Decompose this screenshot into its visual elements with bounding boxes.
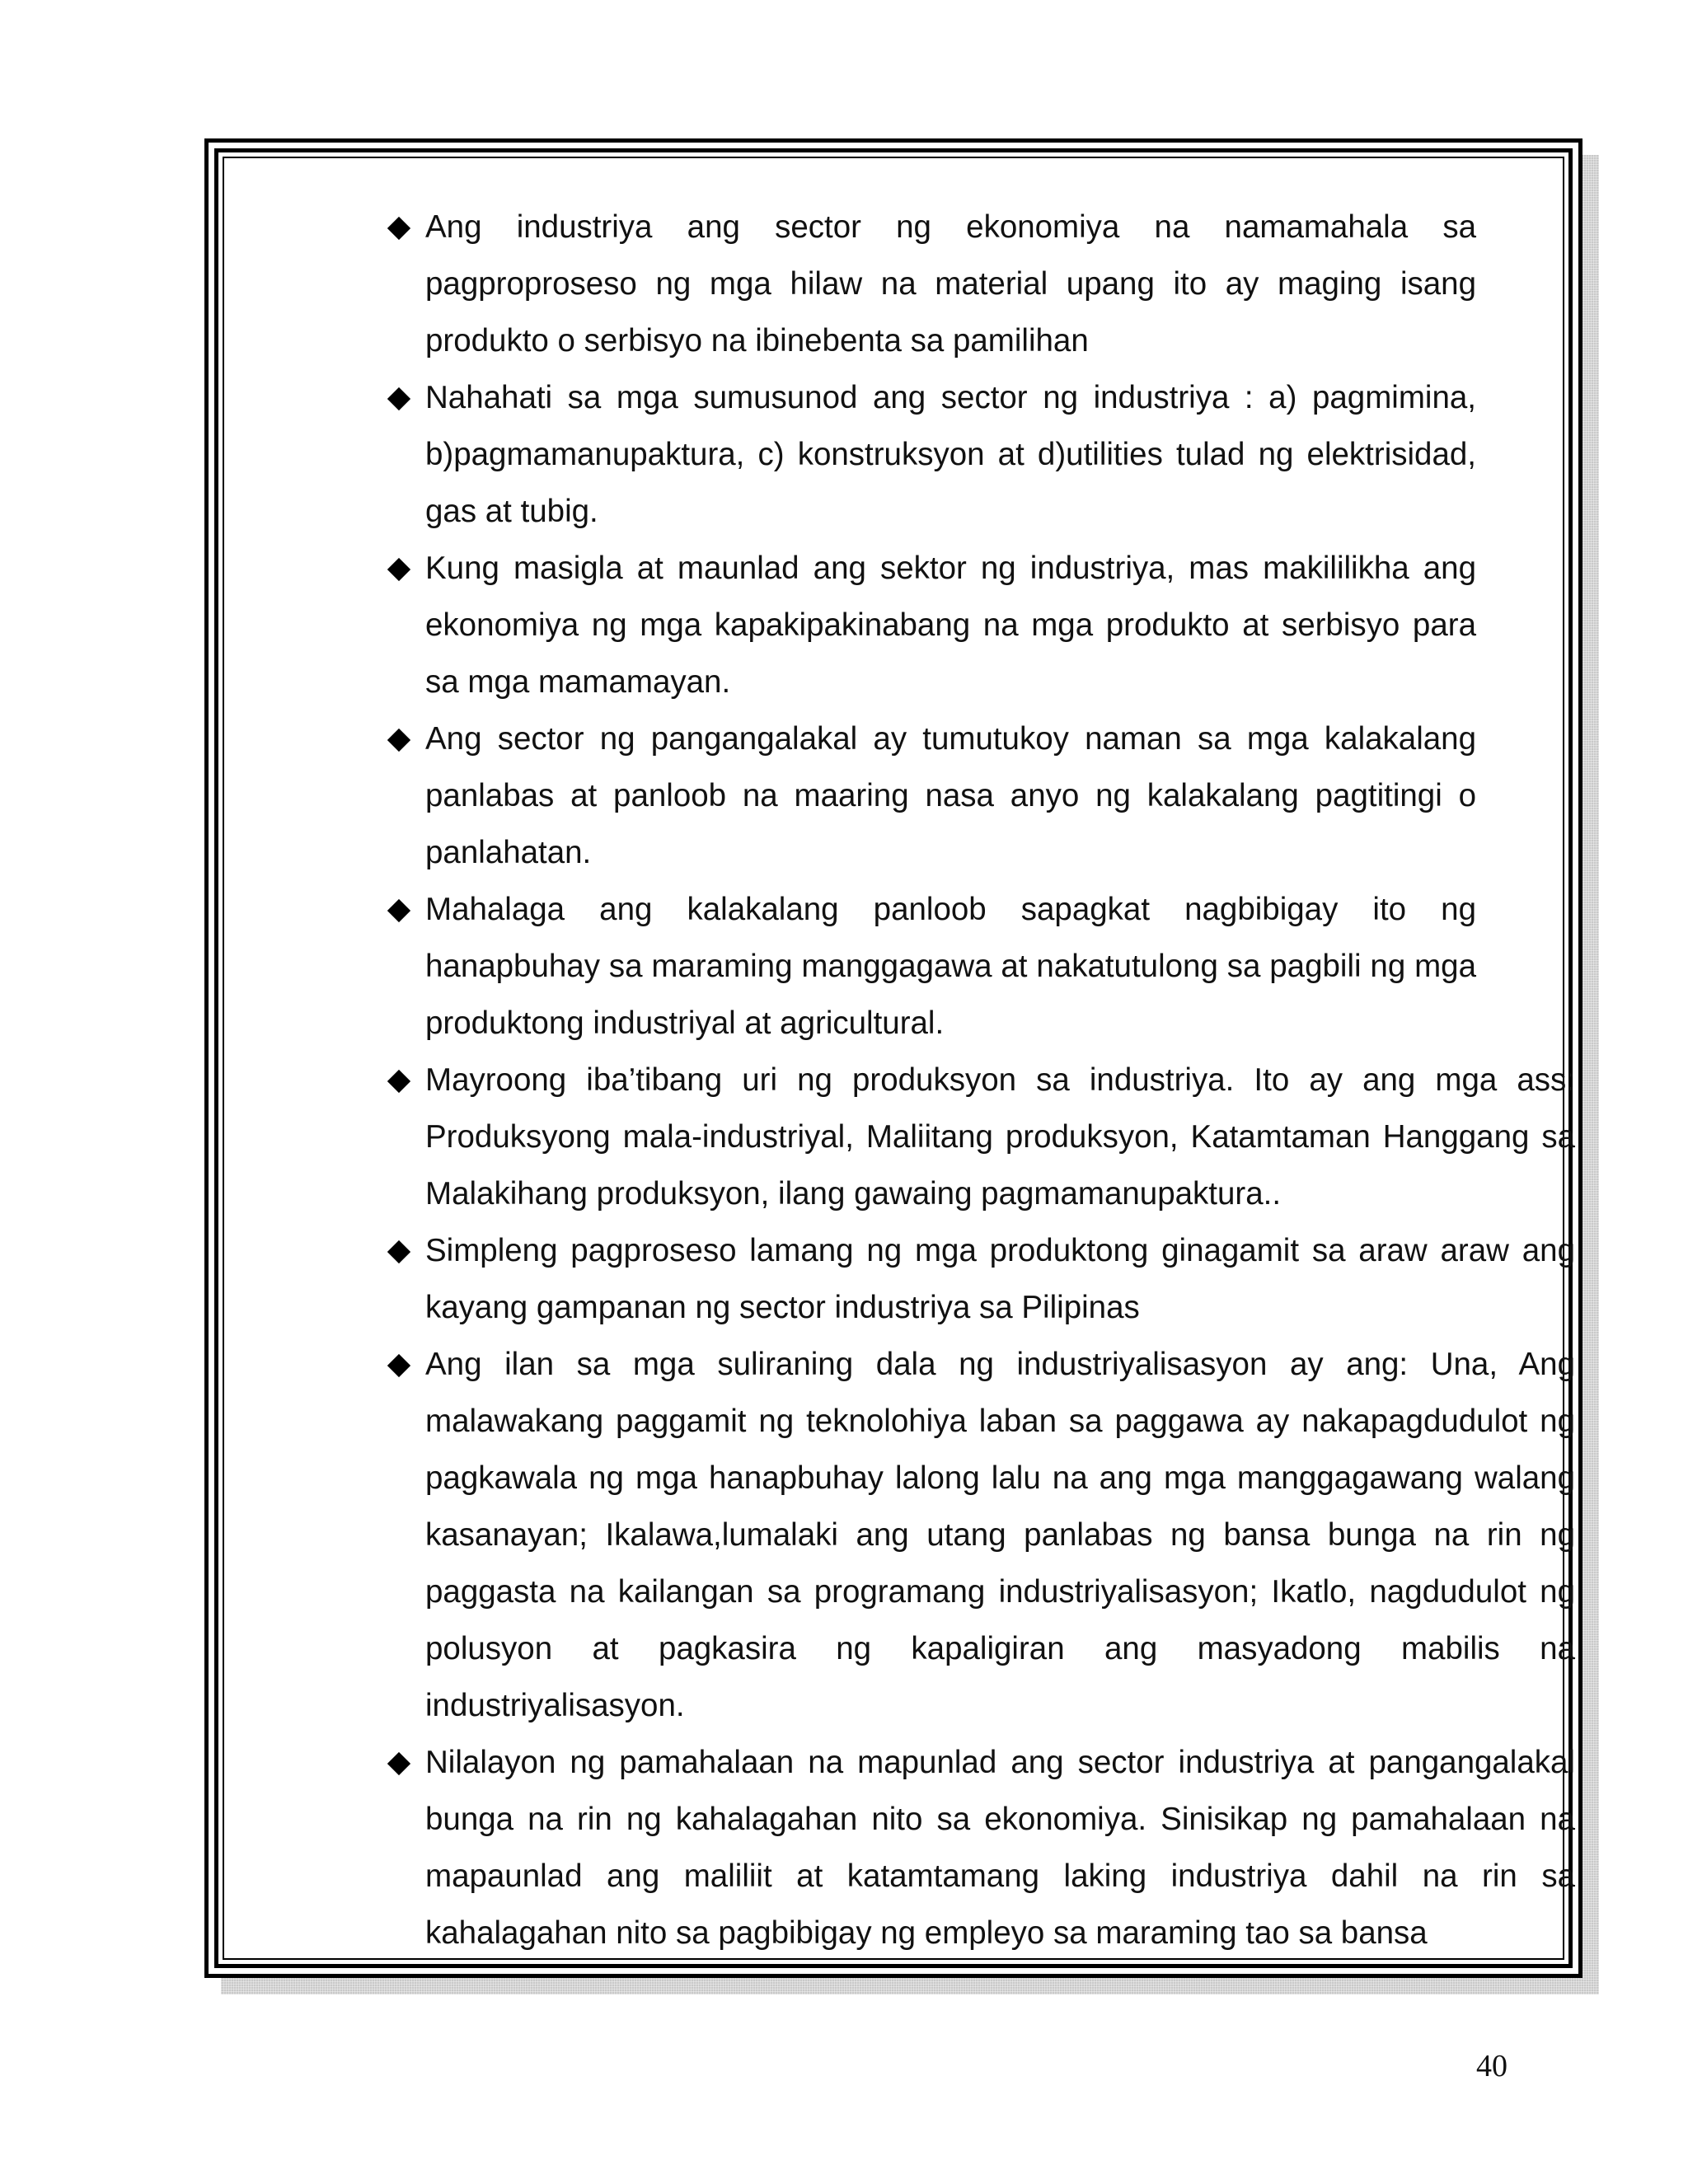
list-item-text: Simpleng pagproseso lamang ng mga produktong ginagamit sa araw araw ang kayang gampanan ng sector industriya sa Pilipinas [425, 1233, 1575, 1325]
list-item-text: Nahahati sa mga sumusunod ang sector ng industriya : a) pagmimina, b)pagmamanupaktura, c) konstruksyon at d)utilities tulad ng elektrisidad, gas at tubig. [425, 380, 1476, 529]
page-number: 40 [1476, 2049, 1507, 2083]
list-item [303, 1734, 1575, 1961]
diamond-bullet-icon [387, 729, 410, 752]
list-item [303, 710, 1476, 881]
diamond-bullet-icon [387, 1752, 410, 1775]
list-item-text: Mahalaga ang kalakalang panloob sapagkat nagbibigay ito ng hanapbuhay sa maraming manggagawa at nakatutulong sa pagbili ng mga produktong industriyal at agricultural. [425, 892, 1476, 1041]
diamond-bullet-icon [387, 558, 410, 581]
list-item-text: Nilalayon ng pamahalaan na mapunlad ang sector industriya at pangangalakal bunga na rin ng kahalagahan nito sa ekonomiya. Sinisikap ng pamahalaan na mapaunlad ang maliliit at katamtamang laking industriya dahil na rin sa kahalagahan nito sa pagbibigay ng empleyo sa maraming tao sa bansa [425, 1745, 1575, 1951]
list-item-text: Ang ilan sa mga suliraning dala ng industriyalisasyon ay ang: Una, Ang malawakang paggamit ng teknolohiya laban sa paggawa ay nakapagdudulot ng pagkawala ng mga hanapbuhay lalong lalu na ang mga manggagawang walang kasanayan; Ikalawa,lumalaki ang utang panlabas ng bansa bunga na rin ng paggasta na kailangan sa programang industriyalisasyon; Ikatlo, nagdudulot ng polusyon at pagkasira ng kapaligiran ang masyadong mabilis na industriyalisasyon. [425, 1347, 1575, 1723]
diamond-bullet-icon [387, 899, 410, 922]
diamond-bullet-icon [387, 387, 410, 410]
list-item [303, 1222, 1575, 1336]
list-item-text: Ang sector ng pangangalakal ay tumutukoy naman sa mga kalakalang panlabas at panloob na maaring nasa anyo ng kalakalang pagtitingi o panlahatan. [425, 721, 1476, 870]
list-item [303, 1336, 1575, 1734]
list-item-text: Ang industriya ang sector ng ekonomiya na namamahala sa pagproproseso ng mga hilaw na material upang ito ay maging isang produkto o serbisyo na ibinebenta sa pamilihan [425, 209, 1476, 359]
list-item [303, 369, 1476, 540]
list-item-text: Kung masigla at maunlad ang sektor ng industriya, mas makililikha ang ekonomiya ng mga kapakipakinabang na mga produkto at serbisyo para sa mga mamamayan. [425, 551, 1476, 700]
diamond-bullet-icon [387, 217, 410, 240]
list-item-text: Mayroong iba’tibang uri ng produksyon sa industriya. Ito ay ang mga ass: Produksyong mala-industriyal, Maliitang produksyon, Katamtaman Hanggang sa Malakihang produksyon, ilang gawaing pagmamanupaktura.. [425, 1062, 1575, 1212]
list-item [303, 199, 1476, 369]
list-item [303, 1052, 1575, 1222]
bullet-list [303, 199, 1575, 1961]
list-item [303, 881, 1476, 1052]
diamond-bullet-icon [387, 1240, 410, 1263]
bordered-text-box [204, 138, 1582, 1978]
diamond-bullet-icon [387, 1354, 410, 1377]
list-item [303, 540, 1476, 710]
diamond-bullet-icon [387, 1070, 410, 1093]
